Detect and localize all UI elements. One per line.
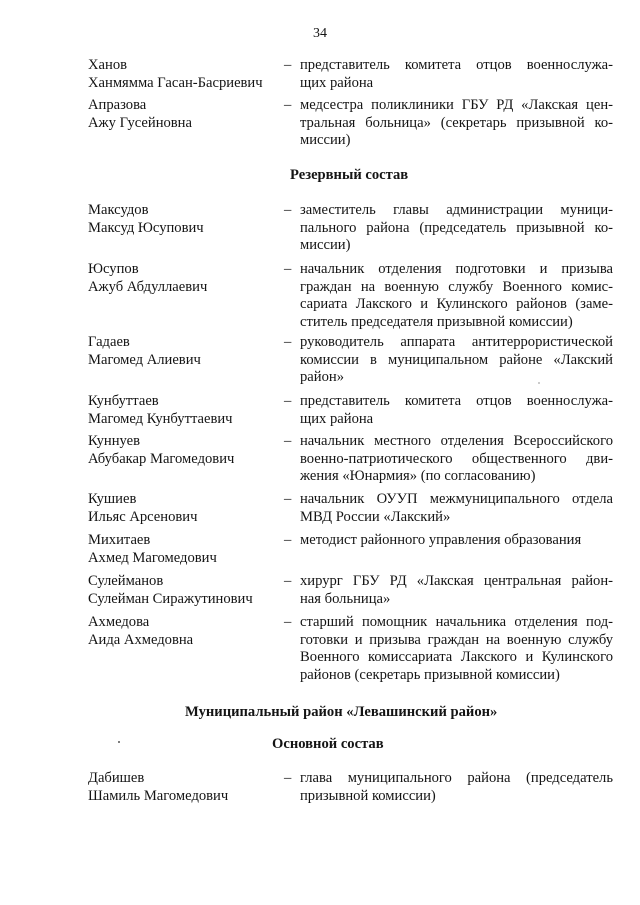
member-role (300, 433, 613, 486)
role-line: Военного комиссариата Лакского и Кулинского (300, 649, 613, 665)
role-dash: – (284, 393, 292, 409)
member-name (88, 491, 288, 526)
member-surname: Дабишев (88, 770, 145, 786)
member-name (88, 202, 288, 237)
role-line: тральная больница» (секретарь призывной ко- (300, 114, 613, 131)
member-surname: Михитаев (88, 532, 151, 548)
scan-speck (538, 382, 540, 384)
role-dash: – (284, 770, 292, 786)
role-line: сариата Лакского и Кулинского районов (заме- (300, 296, 613, 312)
member-name (88, 97, 288, 132)
member-role (300, 532, 613, 550)
role-line: граждан на военную службу Военного комис- (300, 278, 613, 295)
member-name (88, 433, 288, 468)
role-dash: – (284, 97, 292, 113)
member-given-name: Аида Ахмедовна (88, 631, 194, 648)
member-surname: Сулейманов (88, 573, 164, 589)
scan-speck (118, 741, 120, 743)
role-line: начальник местного отделения Всероссийского (300, 433, 613, 449)
role-line: щих района (300, 74, 374, 91)
member-given-name: Магомед Кунбуттаевич (88, 410, 233, 427)
member-given-name: Ильяс Арсенович (88, 508, 198, 525)
member-surname: Апразова (88, 97, 147, 113)
member-given-name: Максуд Юсупович (88, 219, 204, 236)
role-line: медсестра поликлиники ГБУ РД «Лакская цен- (300, 97, 613, 113)
member-surname: Гадаев (88, 334, 130, 350)
role-line: хирург ГБУ РД «Лакская центральная район- (300, 573, 613, 589)
role-dash: – (284, 532, 292, 548)
member-name (88, 770, 288, 805)
role-line: миссии) (300, 237, 351, 253)
role-line: комиссии в муниципальном районе «Лакский (300, 351, 613, 368)
member-name (88, 393, 288, 428)
role-line: пального района (председатель призывной ко- (300, 219, 613, 236)
role-line: район» (300, 369, 344, 385)
role-line: представитель комитета отцов военнослужа- (300, 57, 613, 73)
member-role (300, 614, 613, 684)
member-given-name: Шамиль Магомедович (88, 787, 229, 804)
member-given-name: Ханмямма Гасан-Басриевич (88, 74, 263, 91)
member-surname: Кунбуттаев (88, 393, 159, 409)
role-dash: – (284, 334, 292, 350)
member-name (88, 614, 288, 649)
member-role (300, 770, 613, 805)
role-line: ститель председателя призывной комиссии) (300, 313, 573, 330)
member-surname: Ханов (88, 57, 128, 73)
role-line: миссии) (300, 132, 351, 148)
member-given-name: Ажуб Абдуллаевич (88, 278, 208, 295)
page-number: 34 (313, 26, 327, 41)
role-dash: – (284, 202, 292, 218)
role-line: руководитель аппарата антитеррористической (300, 334, 613, 350)
member-role (300, 334, 613, 387)
member-name (88, 532, 288, 567)
role-line: начальник отделения подготовки и призыва (300, 261, 613, 277)
member-role (300, 491, 613, 526)
member-role (300, 97, 613, 150)
role-line: щих района (300, 410, 374, 427)
section-heading-district: Муниципальный район «Левашинский район» (185, 704, 498, 720)
role-line: готовки и призыва граждан на военную службу (300, 631, 613, 648)
role-line: МВД России «Лакский» (300, 508, 451, 525)
section-heading-main: Основной состав (272, 736, 384, 752)
role-line: глава муниципального района (председатель (300, 770, 613, 786)
section-heading-reserve: Резервный состав (290, 167, 409, 183)
member-given-name: Абубакар Магомедович (88, 450, 235, 467)
member-role (300, 261, 613, 331)
role-dash: – (284, 614, 292, 630)
role-line: районов (секретарь призывной комиссии) (300, 666, 560, 683)
member-name (88, 573, 288, 608)
member-surname: Юсупов (88, 261, 139, 277)
member-role (300, 202, 613, 255)
role-dash: – (284, 57, 292, 73)
role-line: старший помощник начальника отделения под- (300, 614, 613, 630)
member-given-name: Ахмед Магомедович (88, 549, 217, 566)
role-line: призывной комиссии) (300, 787, 436, 804)
member-surname: Ахмедова (88, 614, 150, 630)
role-dash: – (284, 491, 292, 507)
role-dash: – (284, 261, 292, 277)
member-surname: Куннуев (88, 433, 141, 449)
role-line: заместитель главы администрации муници- (300, 202, 613, 218)
role-line: представитель комитета отцов военнослужа- (300, 393, 613, 409)
role-line: начальник ОУУП межмуниципального отдела (300, 491, 613, 507)
member-role (300, 573, 613, 608)
role-dash: – (284, 433, 292, 449)
role-line: жения «Юнармия» (по согласованию) (300, 468, 536, 484)
role-line: методист районного управления образования (300, 532, 582, 548)
role-dash: – (284, 573, 292, 589)
member-given-name: Ажу Гусейновна (88, 114, 192, 131)
role-line: ная больница» (300, 590, 391, 607)
member-role (300, 393, 613, 428)
member-given-name: Сулейман Сиражутинович (88, 590, 253, 607)
member-surname: Максудов (88, 202, 149, 218)
member-given-name: Магомед Алиевич (88, 351, 201, 368)
member-name (88, 261, 288, 296)
member-role (300, 57, 613, 92)
role-line: военно-патриотического общественного дви- (300, 450, 613, 467)
member-name (88, 334, 288, 369)
member-name (88, 57, 288, 92)
member-surname: Кушиев (88, 491, 137, 507)
